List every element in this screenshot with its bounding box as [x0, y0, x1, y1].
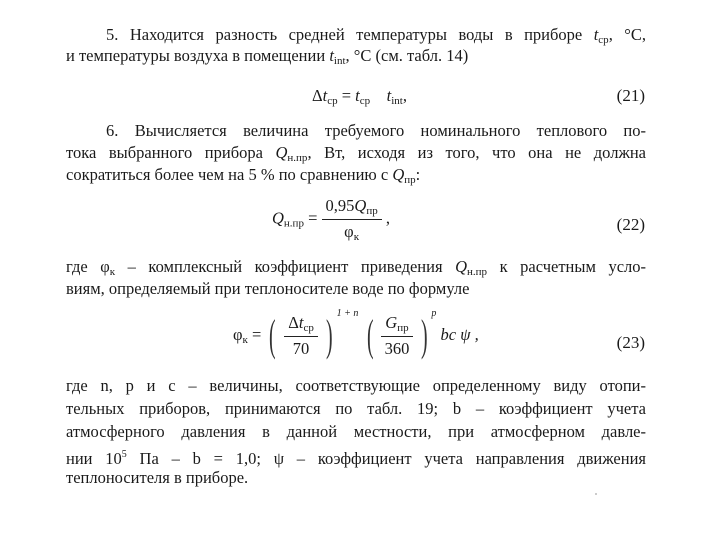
variable: t: [298, 313, 304, 333]
text-line: [66, 445, 646, 469]
numerator: [381, 313, 412, 337]
equals-sign: =: [247, 325, 266, 344]
text-fragment: 6. Вычисляется величина требуемого номинального теплового по-: [106, 121, 646, 140]
text-fragment: , °С,: [608, 25, 647, 44]
subscript: к: [109, 266, 116, 278]
superscript: 5: [121, 449, 127, 460]
variable: Q: [275, 143, 288, 162]
exponent: 1 + n: [336, 308, 359, 319]
subscript: пр: [366, 205, 378, 217]
subscript: пр: [404, 174, 416, 186]
text-fragment: где φ: [66, 257, 110, 276]
denominator: 70: [292, 339, 310, 359]
subscript: н.пр: [467, 266, 488, 278]
subscript: н.пр: [287, 152, 308, 164]
text-fragment: где n, p и c – величины, соответствующие определенному виду отопи-: [66, 376, 646, 395]
subscript: int: [391, 95, 403, 107]
variable: φ: [344, 222, 354, 241]
variable: t: [386, 86, 392, 105]
text-line: [66, 376, 646, 396]
variable: t: [593, 25, 599, 44]
text-fragment: атмосферного давления в данной местности, при атмосферном давле-: [66, 422, 646, 441]
text-fragment: тельных приборов, принимаются по табл. 19; b – коэффициент учета: [66, 399, 646, 418]
variable: Q: [392, 165, 405, 184]
punctuation: ,: [385, 208, 390, 228]
fraction: [381, 313, 412, 359]
equation-number-22: (22): [616, 215, 645, 234]
variable: φ: [233, 325, 243, 344]
text-fragment: – комплексный коэффициент приведения: [115, 257, 456, 276]
numerator: [322, 196, 382, 220]
equals-sign: =: [303, 208, 322, 228]
subscript: ср: [303, 322, 314, 335]
delta-symbol: Δ: [312, 86, 323, 105]
text-line: [66, 399, 646, 419]
text-line: [66, 422, 646, 442]
text-fragment: 5. Находится разность средней температуры воды в приборе: [106, 25, 594, 44]
text-fragment: сократиться более чем на 5 % по сравнению с: [66, 165, 393, 184]
equation-22: [272, 196, 390, 243]
variable: Q: [455, 257, 468, 276]
text-fragment: , °С (см. табл. 14): [345, 46, 469, 65]
exponent: p: [431, 308, 437, 319]
text-fragment: и температуры воздуха в помещении: [66, 46, 330, 65]
text-line: [66, 46, 646, 71]
text-fragment: , Вт, исходя из того, что она не должна: [307, 143, 647, 162]
subscript: к: [242, 334, 248, 346]
left-paren: (: [366, 311, 374, 361]
variable: Q: [272, 208, 284, 228]
text-line: [66, 165, 646, 190]
text-fragment: Па – b = 1,0; ψ – коэффициент учета направления движения: [126, 449, 647, 468]
delta-symbol: Δ: [288, 313, 299, 333]
punctuation: ,: [402, 86, 407, 105]
text-line: [66, 279, 646, 299]
equation-number-21: (21): [616, 86, 645, 105]
coefficient: 0,95: [325, 196, 355, 215]
variable: Q: [354, 196, 367, 215]
right-paren: ): [420, 311, 428, 361]
text-fragment: теплоносителя в приборе.: [66, 468, 249, 487]
fraction: [284, 313, 318, 359]
text-line: [66, 468, 646, 488]
subscript: int: [333, 55, 346, 67]
subscript: н.пр: [283, 217, 304, 230]
left-paren: (: [269, 311, 277, 361]
variable: G: [385, 313, 398, 333]
variable: t: [355, 86, 360, 105]
text-fragment: к расчетным усло-: [487, 257, 647, 276]
subscript: ср: [359, 95, 371, 107]
equals-sign: =: [337, 86, 356, 105]
numerator: [284, 313, 318, 337]
subscript: к: [353, 231, 360, 243]
equation-number-23: (23): [616, 333, 645, 352]
denominator: 360: [384, 339, 410, 359]
text-line: [106, 121, 646, 141]
denominator: [322, 220, 382, 243]
fraction: [322, 196, 382, 243]
scan-speck: [595, 493, 597, 495]
variable: t: [329, 46, 334, 65]
text-fragment: виям, определяемый при теплоносителе воде по формуле: [66, 279, 470, 298]
variable: t: [322, 86, 328, 105]
text-fragment: :: [415, 165, 421, 184]
subscript: пр: [397, 322, 409, 335]
subscript: ср: [598, 34, 609, 46]
text-fragment: нии 10: [66, 449, 122, 468]
factors: bc ψ ,: [440, 325, 479, 344]
equation-21: [312, 86, 407, 107]
subscript: ср: [327, 95, 338, 107]
text-fragment: тока выбранного прибора: [66, 143, 276, 162]
right-paren: ): [325, 311, 333, 361]
equation-23: [233, 308, 479, 359]
